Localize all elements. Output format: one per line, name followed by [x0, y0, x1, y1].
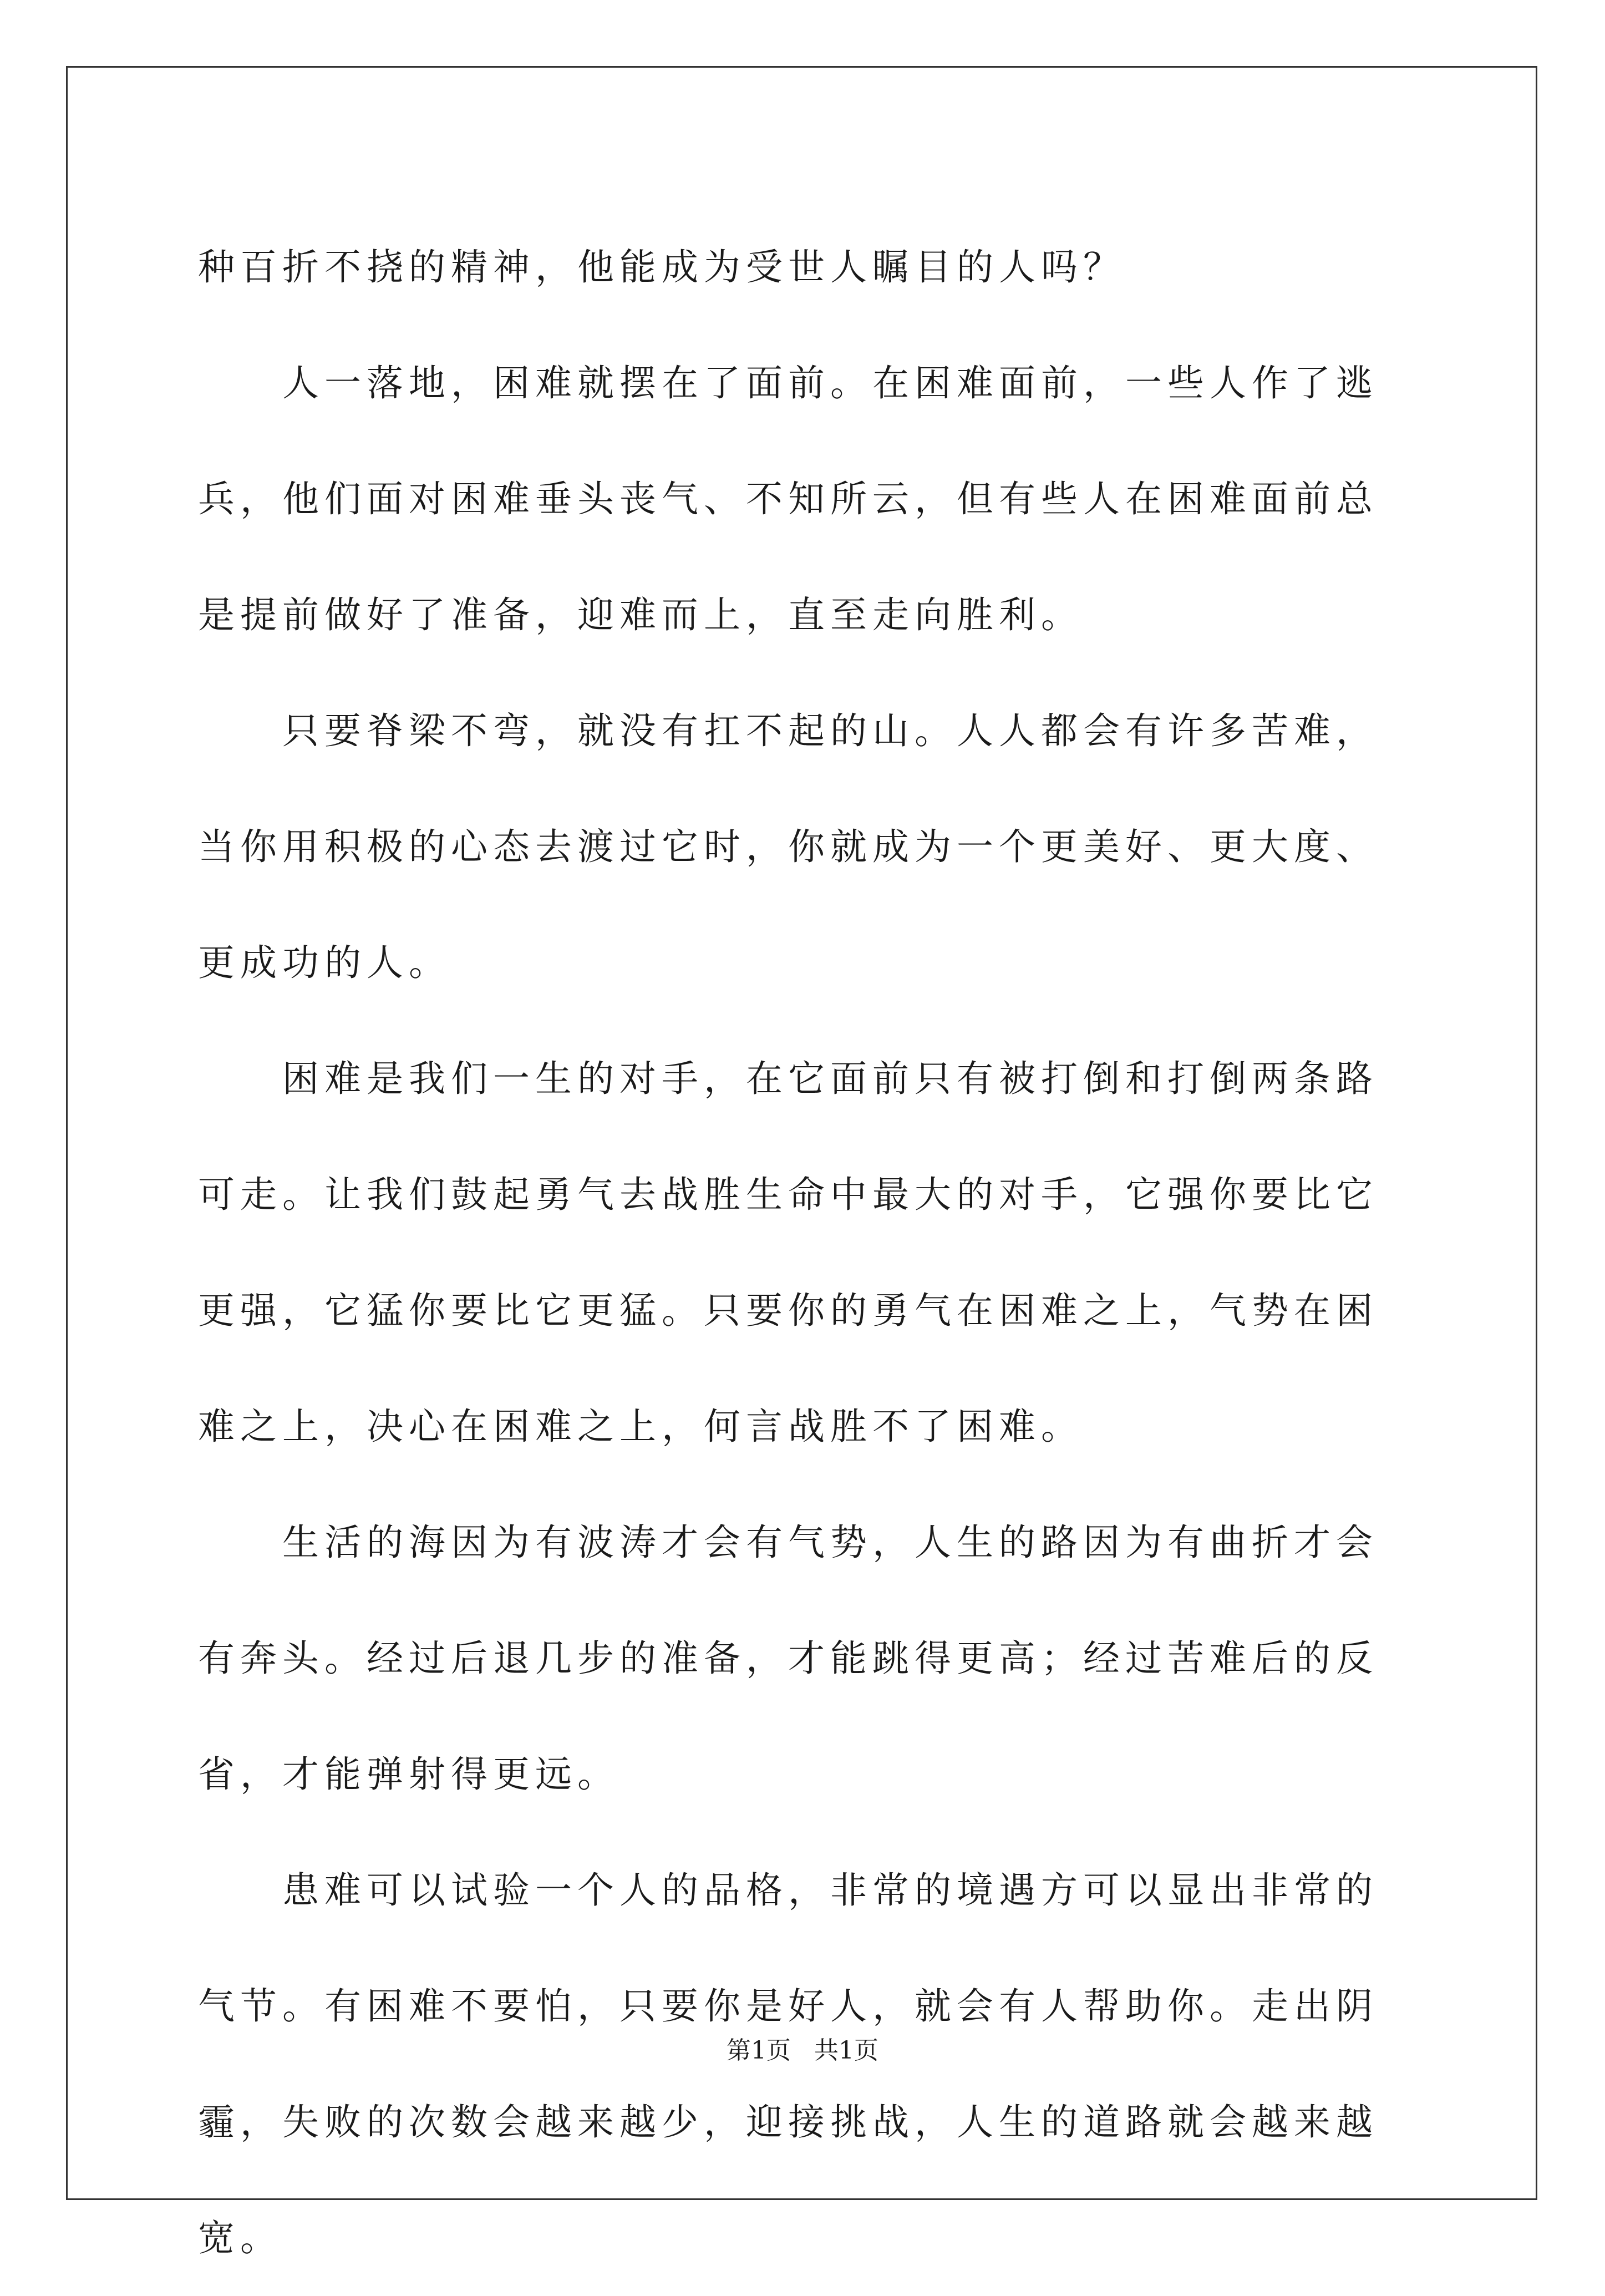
- page-total: 共1页: [814, 2036, 878, 2065]
- paragraph-5: 生活的海因为有波涛才会有气势，人生的路因为有曲折才会有奔头。经过后退几步的准备，才能跳得更高；经过苦难后的反省，才能弹射得更远。: [198, 1521, 1378, 1796]
- document-body: [198, 209, 1418, 2296]
- page-footer: [0, 2030, 1605, 2066]
- paragraph-4: 困难是我们一生的对手，在它面前只有被打倒和打倒两条路可走。让我们鼓起勇气去战胜生命中最大的对手，它强你要比它更强，它猛你要比它更猛。只要你的勇气在困难之上，气势在困难之上，决心在困难之上，何言战胜不了困难。: [198, 1057, 1378, 1448]
- paragraph-2: 人一落地，困难就摆在了面前。在困难面前，一些人作了逃兵，他们面对困难垂头丧气、不知所云，但有些人在困难面前总是提前做好了准备，迎难而上，直至走向胜利。: [198, 362, 1378, 636]
- page-number: 第1页: [727, 2036, 791, 2065]
- paragraph-3: 只要脊梁不弯，就没有扛不起的山。人人都会有许多苦难，当你用积极的心态去渡过它时，你就成为一个更美好、更大度、更成功的人。: [198, 709, 1378, 984]
- paragraph-6: 患难可以试验一个人的品格，非常的境遇方可以显出非常的气节。有困难不要怕，只要你是好人，就会有人帮助你。走出阴霾，失败的次数会越来越少，迎接挑战，人生的道路就会越来越宽。: [198, 1869, 1378, 2259]
- paragraph-1: 种百折不挠的精神，他能成为受世人瞩目的人吗？: [198, 246, 1125, 288]
